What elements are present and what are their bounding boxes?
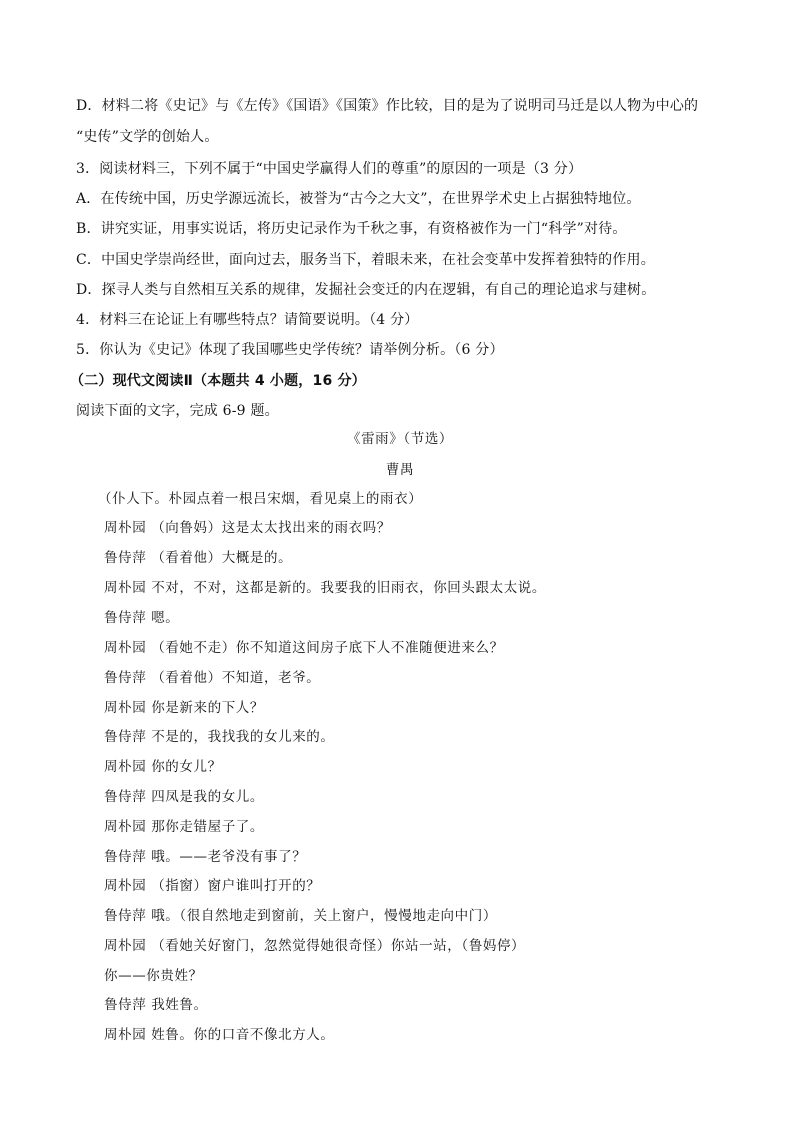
question-3-option-d: D．探寻人类与自然相互关系的规律，发掘社会变迁的内在逻辑，有自己的理论追求与建树。 <box>76 282 656 298</box>
dialogue-line: 鲁侍萍 （看着他）不知道，老爷。 <box>104 670 321 686</box>
dialogue-line: 鲁侍萍 四凤是我的女儿。 <box>104 789 264 805</box>
dialogue-line: 周朴园 你是新来的下人？ <box>104 700 264 716</box>
question-3-stem: 3．阅读材料三，下列不属于“中国史学赢得人们的尊重”的原因的一项是（3 分） <box>76 161 583 177</box>
dialogue-line: 周朴园 （向鲁妈）这是太太找出来的雨衣吗？ <box>104 520 391 536</box>
dialogue-line: 周朴园 那你走错屋子了。 <box>104 819 264 835</box>
section-instruction: 阅读下面的文字，完成 6-9 题。 <box>76 403 279 419</box>
dialogue-line: 鲁侍萍 （看着他）大概是的。 <box>104 550 293 566</box>
dialogue-line: 周朴园 不对，不对，这都是新的。我要我的旧雨衣，你回头跟太太说。 <box>104 580 546 596</box>
passage-author: 曹禺 <box>385 462 415 478</box>
dialogue-line: 周朴园 （看她不走）你不知道这间房子底下人不准随便进来么？ <box>104 640 504 656</box>
dialogue-line: 周朴园 （看她关好窗门，忽然觉得她很奇怪）你站一站，（鲁妈停） <box>104 938 526 954</box>
option-d-prev-line2: “史传”文学的创始人。 <box>76 129 219 145</box>
question-4: 4．材料三在论证上有哪些特点？请简要说明。（4 分） <box>76 312 419 328</box>
stage-direction: （仆人下。朴园点着一根吕宋烟，看见桌上的雨衣） <box>98 491 423 507</box>
dialogue-line: 鲁侍萍 哦。（很自然地走到窗前，关上窗户，慢慢地走向中门） <box>104 908 497 924</box>
dialogue-line: 鲁侍萍 我姓鲁。 <box>104 997 208 1013</box>
dialogue-line: 周朴园 姓鲁。你的口音不像北方人。 <box>104 1027 335 1043</box>
section-heading: （二）现代文阅读Ⅱ（本题共 4 小题，16 分） <box>70 373 366 389</box>
dialogue-line: 鲁侍萍 哦。——老爷没有事了？ <box>104 849 307 865</box>
question-3-option-b: B．讲究实证，用事实说话，将历史记录作为千秋之事，有资格被作为一门“科学”对待。 <box>76 221 627 237</box>
dialogue-line: 周朴园 （指窗）窗户谁叫打开的？ <box>104 878 321 894</box>
dialogue-line: 周朴园 你的女儿？ <box>104 759 222 775</box>
dialogue-line: 鲁侍萍 嗯。 <box>104 610 180 626</box>
dialogue-line: 鲁侍萍 不是的，我找我的女儿来的。 <box>104 729 335 745</box>
dialogue-line: 你——你贵姓？ <box>104 968 203 984</box>
question-3-option-a: A．在传统中国，历史学源远流长，被誉为“古今之大文”，在世界学术史上占据独特地位。 <box>76 191 641 207</box>
question-5: 5．你认为《史记》体现了我国哪些史学传统？请举例分析。（6 分） <box>76 342 504 358</box>
option-d-prev-line1: D．材料二将《史记》与《左传》《国语》《国策》作比较，目的是为了说明司马迁是以人物为中心的 <box>76 98 699 114</box>
question-3-option-c: C．中国史学崇尚经世，面向过去，服务当下，着眼未来，在社会变革中发挥着独特的作用。 <box>76 252 655 268</box>
passage-title: 《雷雨》（节选） <box>346 431 454 447</box>
